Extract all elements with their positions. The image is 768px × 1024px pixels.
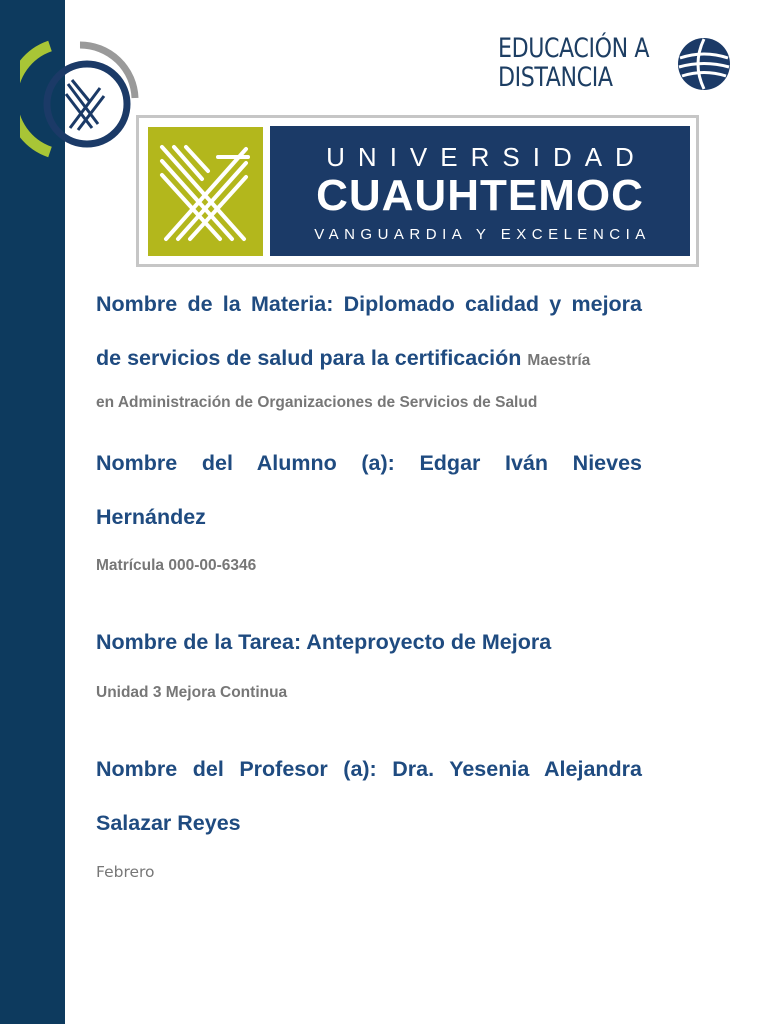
eagle-logo-icon [148, 127, 263, 256]
university-banner [136, 115, 699, 267]
university-name-panel [270, 126, 690, 256]
distance-education-logo [498, 34, 738, 98]
university-name: CUAUHTEMOC [316, 171, 644, 220]
university-emblem-icon [20, 36, 140, 166]
globe-icon [676, 36, 732, 92]
student-label: Nombre del Alumno (a): Edgar Iván Nieves Hernández [96, 451, 642, 529]
ead-line2: DISTANCIA [498, 62, 613, 93]
subject-label [96, 277, 642, 388]
program-name: en Administración de Organizaciones de Servicios de Salud [96, 394, 538, 411]
date-text: Febrero [96, 863, 155, 881]
subject-text: Nombre de la Materia: Diplomado calidad y mejora de servicios de salud para la certificación [96, 292, 642, 370]
unit-name: Unidad 3 Mejora Continua [96, 684, 288, 701]
student-id: Matrícula 000-00-6346 [96, 557, 257, 574]
ead-line1: EDUCACIÓN A [498, 33, 650, 64]
task-label: Nombre de la Tarea: Anteproyecto de Mejora [96, 630, 552, 654]
university-tagline: VANGUARDIA Y EXCELENCIA [314, 226, 651, 243]
university-word: UNIVERSIDAD [326, 142, 647, 172]
program-first-word: Maestría [527, 352, 591, 369]
teacher-label: Nombre del Profesor (a): Dra. Yesenia Alejandra Salazar Reyes [96, 757, 642, 835]
